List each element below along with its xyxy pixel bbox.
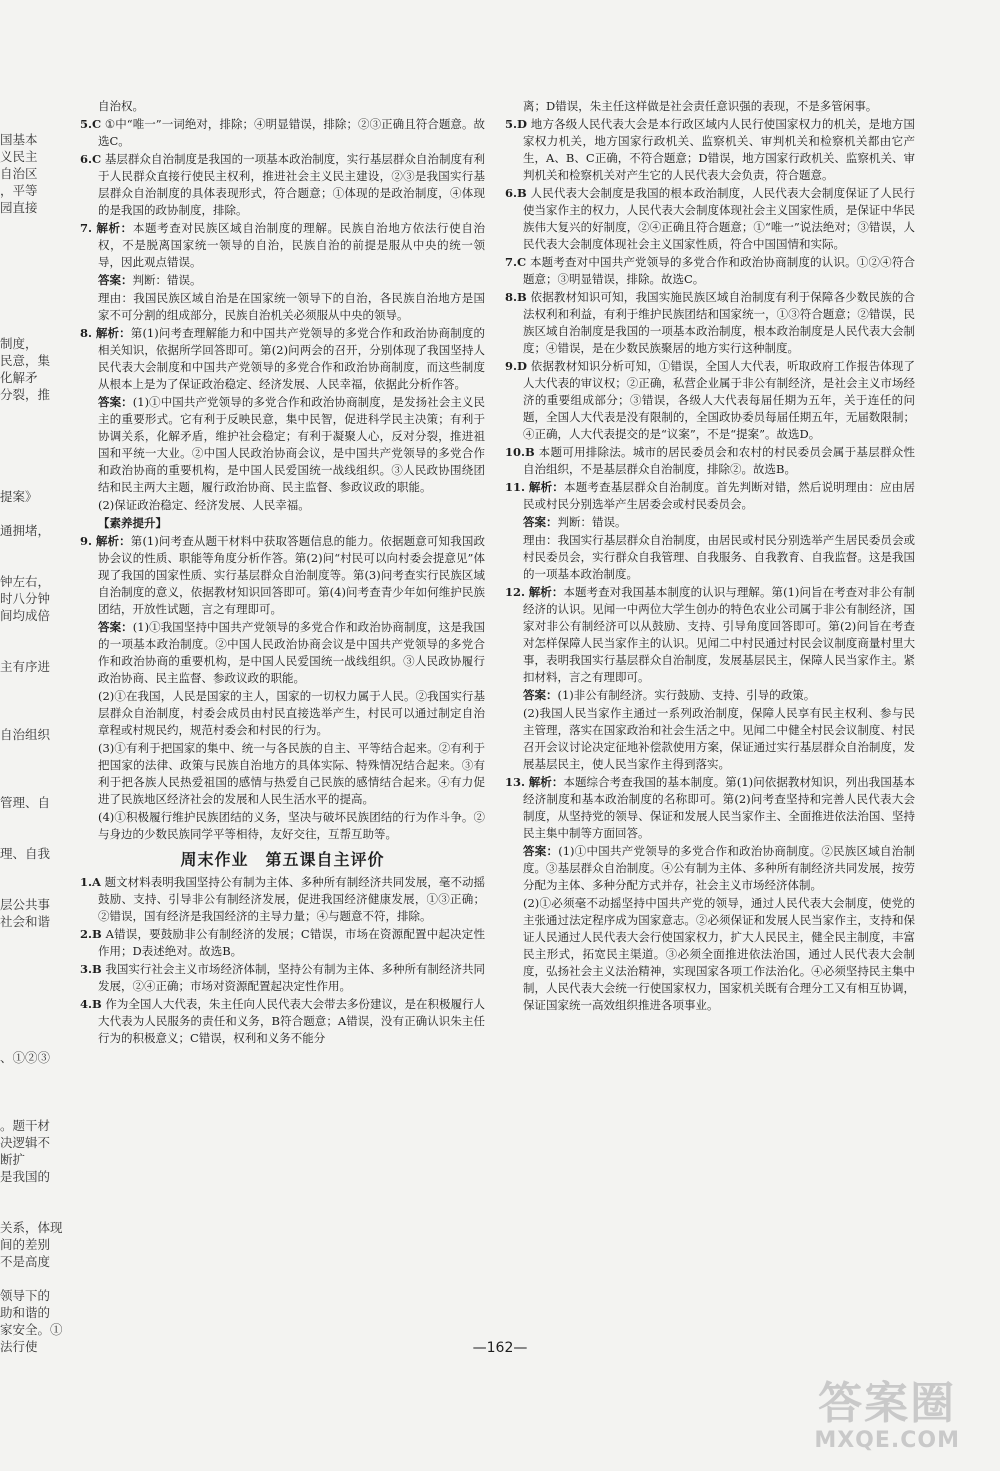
answer-item [80, 740, 485, 808]
answer-item [80, 533, 485, 618]
margin-fragment: ，平等 [0, 183, 38, 198]
margin-fragment [0, 641, 78, 658]
margin-fragment [0, 1066, 78, 1083]
answer-item [80, 515, 485, 532]
answer-item [80, 961, 485, 995]
answer-item [80, 688, 485, 739]
margin-fragment: 园直接 [0, 200, 38, 215]
item-text: 作为全国人大代表，朱主任向人民代表大会带去多份建议，是在积极履行人大代表为人民服务的责任和义务，B符合题意；A错误，没有正确认识朱主任行为的积极意义；C错误，权利和义务不能分 [98, 997, 486, 1045]
item-text: ①中“唯一”一词绝对，排除；④明显错误，排除；②③正确且符合题意。故选C。 [98, 117, 485, 148]
margin-fragment [0, 743, 78, 760]
margin-fragment: 领导下的 [0, 1288, 51, 1303]
item-text: A错误，要鼓励非公有制经济的发展；C错误，市场在资源配置中起决定性作用；D表述绝对。故选B。 [98, 927, 485, 958]
margin-fragment: 关系，体现 [0, 1220, 63, 1235]
item-text: (3)①有利于把国家的集中、统一与各民族的自主、平等结合起来。②有利于把国家的法律、政策与民族自治地方的具体实际、特殊情况结合起来。③有利于把各族人民热爱祖国的感情与热爱自己民族的感情结合起来。④有力促进了民族地区经济社会的发展和人民生活水平的提高。 [98, 741, 485, 806]
item-label: 答案： [523, 844, 559, 858]
answer-item [80, 809, 485, 843]
answer-item [80, 619, 485, 687]
left-column [80, 98, 485, 1048]
item-label: 解析： [528, 480, 565, 494]
margin-fragment [0, 301, 78, 318]
item-text: (1)①中国共产党领导的多党合作和政治协商制度，是发扬社会主义民主的重要形式。它有利于反映民意，集中民智，促进科学民主决策；有利于协调关系，化解矛盾，维护社会稳定；有利于凝聚人心，反对分裂，推进祖国和平统一大业。②中国人民政治协商会议，是中国共产党领导的多党合作和政治协商的重要机构，是中国人民爱国统一战线组织。③人民政协围绕团结和民主两大主题，履行政治协商、民主监督、参政议政的职能。 [98, 395, 486, 494]
margin-fragment: 通拥堵， [0, 523, 51, 538]
margin-fragment [0, 233, 78, 250]
margin-fragment [0, 556, 78, 573]
item-text: 地方各级人民代表大会是本行政区域内人民行使国家权力的机关，是地方国家权力机关，地方国家行政机关、监察机关、审判机关和检察机关都由它产生，A、B、C正确，不符合题意；D错误，地方国家行政机关、监察机关、审判机关和检察机关对产生它的人民代表大会负责，符合题意。 [523, 117, 916, 182]
item-label: 解析： [95, 326, 131, 340]
item-text: (1)非公有制经济。实行鼓励、支持、引导的政策。 [557, 688, 816, 702]
margin-fragment [0, 539, 78, 556]
answer-item [505, 514, 915, 531]
item-text: 题文材料表明我国坚持公有制为主体、多种所有制经济共同发展，毫不动摇鼓励、支持、引导非公有制经济发展，促进我国经济健康发展，①③正确；②错误，国有经济是我国经济的主导力量；④与题意不符，排除。 [98, 875, 485, 923]
item-text: (1)①我国坚持中国共产党领导的多党合作和政治协商制度，这是我国的一项基本政治制度。②中国人民政治协商会议是中国共产党领导的多党合作和政治协商的重要机构，是中国人民爱国统一战线组织。③人民政协履行政治协商、民主监督、参政议政的职能。 [98, 620, 486, 685]
answer-item [505, 254, 915, 288]
margin-fragment [0, 777, 78, 794]
margin-fragment: 制度， [0, 336, 38, 351]
answer-item [505, 843, 915, 894]
margin-fragment: 理、自我 [0, 846, 51, 861]
item-text: 本题可用排除法。城市的居民委员会和农村的村民委员会属于基层群众性自治组织，不是基层群众自治制度，排除②。故选B。 [523, 445, 916, 476]
item-text: 本题考查对民族区域自治制度的理解。民族自治地方依法行使自治权，不是脱离国家统一领导的自治，民族自治的前提是服从中央的统一领导，因此观点错误。 [98, 221, 486, 269]
page-number: —162— [472, 1340, 528, 1356]
item-label: 解析： [96, 221, 133, 235]
answer-item [505, 895, 915, 1014]
item-number: 7. [80, 221, 93, 235]
item-number: 10.B [505, 445, 535, 459]
margin-fragment [0, 505, 78, 522]
item-number: 5.D [505, 117, 527, 131]
margin-fragment [0, 1100, 78, 1117]
answer-item [80, 325, 485, 393]
item-label: 解析： [95, 534, 131, 548]
margin-fragment: 提案》 [0, 489, 38, 504]
answer-item [505, 584, 915, 686]
watermark-text: 答案圈 [818, 1378, 957, 1429]
answer-item [505, 358, 915, 443]
answer-item [505, 444, 915, 478]
item-text: 第(1)问考查理解能力和中国共产党领导的多党合作和政治协商制度的相关知识，依据所学回答即可。第(2)问两会的召开，分别体现了我国坚持人民代表大会制度和中国共产党领导的多党合作和政治协商制度，而这些制度从根本上是为了保证政治稳定、经济发展、人民幸福，依据此分析作答。 [98, 326, 486, 391]
item-text: (1)①中国共产党领导的多党合作和政治协商制度。②民族区域自治制度。③基层群众自治制度。④公有制为主体、多种所有制经济共同发展，按劳分配为主体、多种分配方式并存，社会主义市场经济体制。 [523, 844, 916, 892]
answer-item [505, 185, 915, 253]
item-text: (2)我国人民当家作主通过一系列政治制度，保障人民享有民主权利、参与民主管理，落实在国家政治和社会生活之中。见闻二中健全村民会议制度、村民召开会议讨论决定征地补偿款使用方案，保证通过实行基层群众自治制度，发展基层民主，使人民当家作主得到落实。 [523, 706, 915, 771]
margin-fragment [0, 437, 78, 454]
margin-fragment [0, 420, 78, 437]
margin-fragment [0, 964, 78, 981]
item-text: 离；D错误，朱主任这样做是社会责任意识强的表现，不是多管闲事。 [523, 99, 878, 113]
margin-fragment: 。题干材 [0, 1118, 51, 1133]
margin-fragment: 不是高度 [0, 1254, 51, 1269]
item-number: 8.B [505, 290, 527, 304]
answer-item [80, 220, 485, 271]
item-text: 本题综合考查我国的基本制度。第(1)问依据教材知识，列出我国基本经济制度和基本政治制度的名称即可。第(2)问考查坚持和完善人民代表大会制度，从坚持党的领导、保证和发展人民当家作主、全面推进依法治国、坚持民主集中制等方面回答。 [523, 775, 915, 840]
margin-fragment [0, 930, 78, 947]
item-text: 理由：我国民族区域自治是在国家统一领导下的自治，各民族自治地方是国家不可分割的组成部分，民族自治机关必须服从中央的领导。 [98, 291, 485, 322]
margin-fragment [0, 114, 78, 131]
margin-fragment [0, 216, 78, 233]
answer-item [505, 289, 915, 357]
margin-fragment [0, 811, 78, 828]
answer-item [80, 874, 485, 925]
margin-fragment: 、①②③ [0, 1050, 51, 1065]
answer-item [505, 98, 915, 115]
item-text: (2)保证政治稳定、经济发展、人民幸福。 [98, 498, 310, 512]
left-margin-fragments [0, 80, 78, 1420]
item-text: (2)①在我国，人民是国家的主人，国家的一切权力属于人民。②我国实行基层群众自治制度，村委会成员由村民直接选举产生，村民可以通过制定自治章程或村规民约，规范村委会和村民的行为。 [98, 689, 485, 737]
margin-fragment [0, 1202, 78, 1219]
section-title: 周末作业 第五课自主评价 [180, 850, 385, 869]
margin-fragment [0, 97, 78, 114]
item-label: 答案： [98, 273, 133, 287]
right-column [505, 98, 915, 1015]
answer-item [505, 705, 915, 773]
margin-fragment: 分裂，推 [0, 387, 51, 402]
margin-fragment: 主有序进 [0, 659, 51, 674]
answer-item [80, 394, 485, 496]
answer-item [505, 774, 915, 842]
margin-fragment: 家安全。① [0, 1322, 63, 1337]
margin-fragment [0, 1083, 78, 1100]
watermark-logo [814, 1380, 960, 1453]
margin-fragment [0, 675, 78, 692]
item-label: 答案： [98, 395, 133, 409]
item-label: 解析： [528, 585, 564, 599]
watermark-url: MXQE.COM [814, 1428, 960, 1453]
margin-fragment: 义民主 [0, 149, 38, 164]
item-number: 9.D [505, 359, 527, 373]
item-number: 2.B [80, 927, 102, 941]
item-label: 答案： [523, 515, 558, 529]
item-number: 9. [80, 534, 93, 548]
margin-fragment: 间均成倍 [0, 608, 51, 623]
item-number: 6.C [80, 152, 102, 166]
section-tag: 【素养提升】 [98, 516, 167, 530]
item-number: 8. [80, 326, 93, 340]
margin-fragment [0, 709, 78, 726]
item-text: 人民代表大会制度是我国的根本政治制度，人民代表大会制度保证了人民行使当家作主的权力，人民代表大会制度体现社会主义国家性质，是保证中华民族伟大复兴的好制度，②④正确且符合题意；①“唯一”说法绝对；③错误，人民代表大会制度体现社会主义国家性质，符合中国国情和实际。 [523, 186, 915, 251]
margin-fragment [0, 828, 78, 845]
item-text: 自治权。 [98, 99, 144, 113]
answer-item [505, 479, 915, 513]
margin-fragment [0, 471, 78, 488]
item-text: 本题考查基层群众自治制度。首先判断对错，然后说明理由：应由居民或村民分别选举产生居委会或村民委员会。 [523, 480, 916, 511]
margin-fragment: 钟左右， [0, 574, 51, 589]
margin-fragment [0, 624, 78, 641]
item-number: 11. [505, 480, 526, 494]
margin-fragment [0, 1270, 78, 1287]
item-number: 3.B [80, 962, 102, 976]
item-label: 答案： [523, 688, 558, 702]
item-text: 基层群众自治制度是我国的一项基本政治制度，实行基层群众自治制度有利于人民群众直接行使民主权利，推进社会主义民主建设，②③是我国实行基层群众自治制度的具体表现形式，符合题意；①体现的是政治制度，④体现的是我国的政协制度，排除。 [98, 152, 486, 217]
answer-item [505, 687, 915, 704]
margin-fragment [0, 318, 78, 335]
item-text: (4)①积极履行维护民族团结的义务，坚决与破坏民族团结的行为作斗争。②与身边的少数民族同学平等相待，友好交往，互帮互助等。 [98, 810, 485, 841]
margin-fragment: 时八分钟 [0, 591, 51, 606]
item-label: 解析： [528, 775, 564, 789]
item-text: 第(1)问考查从题干材料中获取答题信息的能力。依据题意可知我国政协会议的性质、职能等角度分析作答。第(2)问“村民可以向村委会提意见”体现了我国的国家性质、实行基层群众自治制度等。第(3)问考查实行民族区域自治制度的意义，依据教材知识回答即可。第(4)问考查青少年如何维护民族团结，开放性试题，言之有理即可。 [98, 534, 486, 616]
margin-fragment [0, 947, 78, 964]
item-label: 答案： [98, 620, 133, 634]
margin-fragment: 社会和谐 [0, 914, 51, 929]
item-number: 7.C [505, 255, 527, 269]
item-number: 4.B [80, 997, 102, 1011]
answer-item [80, 497, 485, 514]
item-number: 6.B [505, 186, 527, 200]
margin-fragment [0, 403, 78, 420]
item-text: 本题考查对我国基本制度的认识与理解。第(1)问旨在考查对非公有制经济的认识。见闻一中两位大学生创办的特色农业公司属于非公有制经济，国家对非公有制经济可以从鼓励、支持、引导角度回答即可。第(2)问旨在考查对怎样保障人民当家作主的认识。见闻二中村民通过村民会议制度商量村里大事，表明我国实行基层群众自治制度，发展基层民主，保障人民当家作主。紧扣材料，言之有理即可。 [523, 585, 915, 684]
answer-item [80, 290, 485, 324]
margin-fragment [0, 1015, 78, 1032]
margin-fragment [0, 862, 78, 879]
margin-fragment: 间的差别 [0, 1237, 51, 1252]
margin-fragment: 管理、自 [0, 795, 51, 810]
margin-fragment: 助和谐的 [0, 1305, 51, 1320]
margin-fragment [0, 284, 78, 301]
answer-item [80, 151, 485, 219]
item-text: 我国实行社会主义市场经济体制，坚持公有制为主体、多种所有制经济共同发展，②④正确；市场对资源配置起决定性作用。 [98, 962, 486, 993]
margin-fragment [0, 998, 78, 1015]
item-number: 5.C [80, 117, 102, 131]
item-number: 1.A [80, 875, 101, 889]
margin-fragment [0, 250, 78, 267]
item-number: 13. [505, 775, 526, 789]
margin-fragment: 自治组织 [0, 727, 51, 742]
margin-fragment [0, 692, 78, 709]
item-text: 依据教材知识可知，我国实施民族区域自治制度有利于保障各少数民族的合法权利和利益，有利于维护民族团结和国家统一，①③符合题意；②错误，民族区域自治制度是我国的一项基本政治制度，根本政治制度是人民代表大会制度；④错误，是在少数民族聚居的地方实行这种制度。 [523, 290, 915, 355]
margin-fragment [0, 454, 78, 471]
item-text: 判断：错误。 [557, 515, 627, 529]
margin-fragment: 层公共事 [0, 897, 51, 912]
margin-fragment [0, 1185, 78, 1202]
margin-fragment: 断扩 [0, 1152, 26, 1167]
margin-fragment: 化解矛 [0, 370, 38, 385]
item-text: 依据教材知识分析可知，①错误，全国人大代表，听取政府工作报告体现了人大代表的审议权；②正确，私营企业属于非公有制经济，是社会主义市场经济的重要组成部分；③错误，各级人大代表每届任期为五年，关于连任的问题，全国人大代表是没有限制的，全国政协委员每届任期五年，无届数限制；④正确，人大代表提交的是“议案”，不是“提案”。故选D。 [523, 359, 916, 441]
margin-fragment [0, 760, 78, 777]
margin-fragment: 民意，集 [0, 353, 51, 368]
margin-fragment: 自治区 [0, 166, 38, 181]
item-number: 12. [505, 585, 526, 599]
answer-item [505, 116, 915, 184]
item-text: (2)①必须毫不动摇坚持中国共产党的领导，通过人民代表大会制度，使党的主张通过法定程序成为国家意志。②必须保证和发展人民当家作主，支持和保证人民通过人民代表大会行使国家权力，扩大人民民主，健全民主制度，丰富民主形式，拓宽民主渠道。③必须全面推进依法治国，通过人民代表大会制度，弘扬社会主义法治精神，实现国家各项工作法治化。④必须坚持民主集中制，人民代表大会统一行使国家权力，国家机关既有合理分工又有相互协调，保证国家统一高效组织推进各项事业。 [523, 896, 915, 1012]
item-text: 理由：我国实行基层群众自治制度，由居民或村民分别选举产生居民委员会或村民委员会，实行群众自我管理、自我服务、自我教育、自我监督。这是我国的一项基本政治制度。 [523, 533, 915, 581]
margin-fragment [0, 981, 78, 998]
margin-fragment [0, 1032, 78, 1049]
item-text: 本题考查对中国共产党领导的多党合作和政治协商制度的认识。①②④符合题意；③明显错误，排除。故选C。 [523, 255, 915, 286]
answer-item [80, 996, 485, 1047]
margin-fragment: 法行使 [0, 1339, 38, 1354]
answer-item [505, 532, 915, 583]
answer-item [80, 116, 485, 150]
answer-item [80, 926, 485, 960]
margin-fragment [0, 267, 78, 284]
item-text: 判断：错误。 [132, 273, 202, 287]
margin-fragment: 是我国的 [0, 1169, 51, 1184]
answer-item [80, 98, 485, 115]
margin-fragment [0, 879, 78, 896]
answer-item [80, 272, 485, 289]
margin-fragment: 决逻辑不 [0, 1135, 51, 1150]
margin-fragment: 国基本 [0, 132, 38, 147]
margin-fragment [0, 80, 78, 97]
